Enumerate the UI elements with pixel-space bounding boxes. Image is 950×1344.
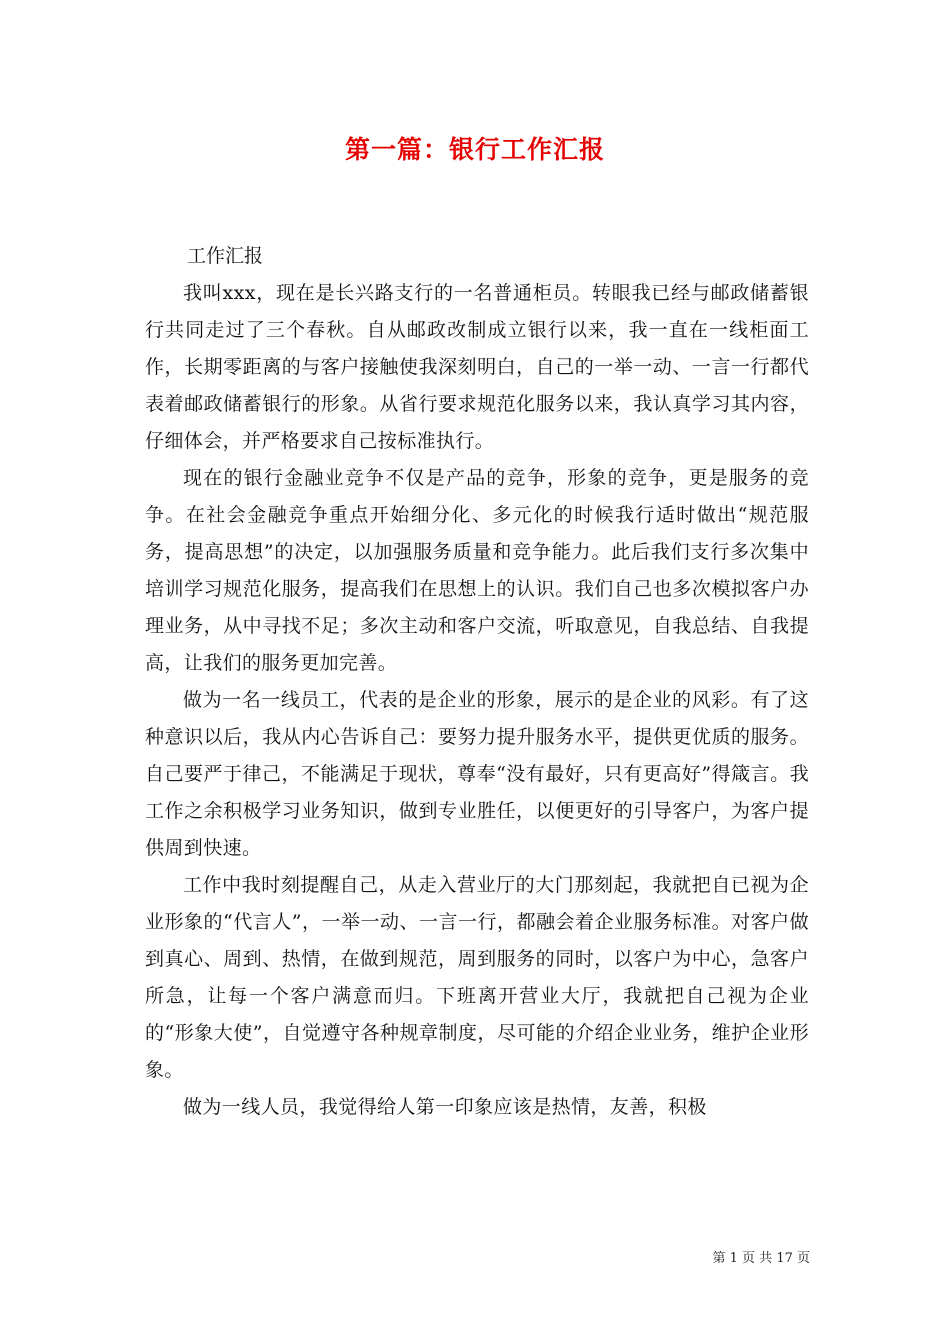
paragraph: 我叫xxx，现在是长兴路支行的一名普通柜员。转眼我已经与邮政储蓄银行共同走过了三个春秋。自从邮政改制成立银行以来，我一直在一线柜面工作，长期零距离的与客户接触使我深刻明白，自己的一举一动、一言一行都代表着邮政储蓄银行的形象。从省行要求规范化服务以来，我认真学习其内容，仔细体会，并严格要求自己按标准执行。 — [145, 282, 809, 452]
page-number: 第 1 页 共 17 页 — [712, 1251, 810, 1266]
paragraph: 现在的银行金融业竞争不仅是产品的竞争，形象的竞争，更是服务的竞争。在社会金融竞争重点开始细分化、多元化的时候我行适时做出“规范服务，提高思想”的决定，以加强服务质量和竞争能力。此后我们支行多次集中培训学习规范化服务，提高我们在思想上的认识。我们自己也多次模拟客户办理业务，从中寻找不足；多次主动和客户交流，听取意见，自我总结、自我提高，让我们的服务更加完善。 — [145, 467, 809, 674]
document-title: 第一篇：银行工作汇报 — [344, 135, 605, 164]
paragraph: 工作中我时刻提醒自己，从走入营业厅的大门那刻起，我就把自已视为企业形象的“代言人”，一举一动、一言一行，都融会着企业服务标准。对客户做到真心、周到、热情，在做到规范，周到服务的同时，以客户为中心，急客户所急，让每一个客户满意而归。下班离开营业大厅，我就把自己视为企业的“形象大使”，自觉遵守各种规章制度，尽可能的介绍企业业务，维护企业形象。 — [145, 874, 809, 1081]
paragraph: 做为一线人员，我觉得给人第一印象应该是热情，友善，积极 — [183, 1096, 707, 1118]
section-subheading: 工作汇报 — [187, 245, 264, 267]
document-body — [145, 275, 809, 1126]
paragraph: 做为一名一线员工，代表的是企业的形象，展示的是企业的风彩。有了这种意识以后，我从内心告诉自己：要努力提升服务水平，提供更优质的服务。自己要严于律己，不能满足于现状，尊奉“没有最好，只有更高好”得箴言。我工作之余积极学习业务知识，做到专业胜任，以便更好的引导客户，为客户提供周到快速。 — [145, 689, 809, 859]
